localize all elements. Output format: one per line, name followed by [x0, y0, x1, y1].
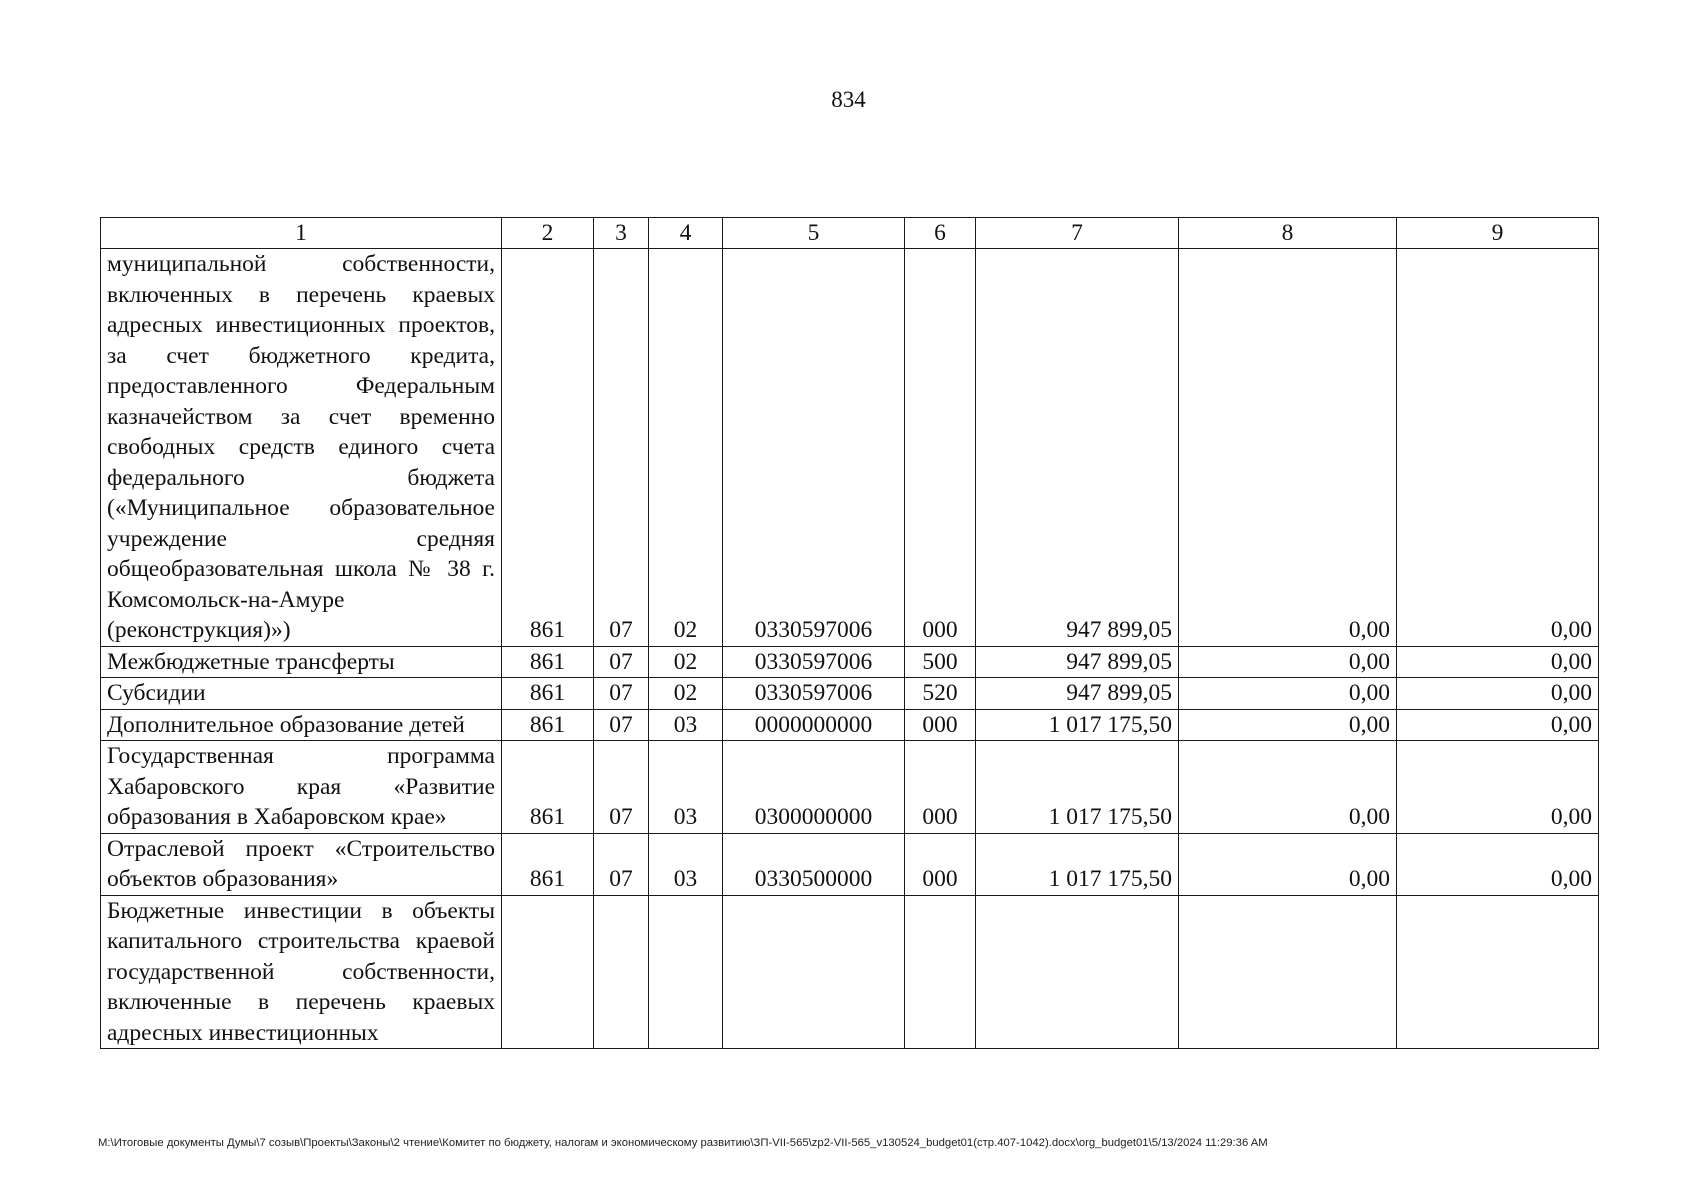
cell-expense-type: 000: [905, 741, 976, 834]
cell-expense-type: 520: [905, 678, 976, 710]
cell-amount-2: 0,00: [1179, 678, 1397, 710]
table-row: [101, 895, 1599, 1049]
cell-code: 861: [502, 709, 594, 741]
cell-subsection: 03: [649, 741, 723, 834]
cell-amount-1: 947 899,05: [976, 678, 1179, 710]
cell-amount-3: 0,00: [1397, 646, 1599, 678]
cell-section: 07: [594, 709, 649, 741]
cell-subsection: 03: [649, 833, 723, 895]
row-name: Субсидии: [101, 678, 502, 710]
cell-target-article: [723, 895, 905, 1049]
table-row: [101, 833, 1599, 895]
cell-expense-type: 500: [905, 646, 976, 678]
cell-amount-2: 0,00: [1179, 646, 1397, 678]
cell-code: 861: [502, 741, 594, 834]
cell-target-article: 0000000000: [723, 709, 905, 741]
cell-code: 861: [502, 249, 594, 647]
cell-expense-type: 000: [905, 709, 976, 741]
cell-target-article: 0300000000: [723, 741, 905, 834]
cell-code: 861: [502, 646, 594, 678]
table-row: [101, 249, 1599, 647]
budget-table: [100, 217, 1599, 1049]
cell-section: [594, 895, 649, 1049]
cell-code: 861: [502, 833, 594, 895]
cell-amount-3: 0,00: [1397, 741, 1599, 834]
cell-section: 07: [594, 741, 649, 834]
cell-amount-1: 1 017 175,50: [976, 709, 1179, 741]
column-header: 1: [101, 218, 502, 249]
row-name: Государственная программа Хабаровского края «Развитие образования в Хабаровском крае»: [101, 741, 502, 834]
cell-amount-1: 1 017 175,50: [976, 833, 1179, 895]
column-header: 4: [649, 218, 723, 249]
table-row: [101, 678, 1599, 710]
cell-amount-2: 0,00: [1179, 709, 1397, 741]
cell-subsection: [649, 895, 723, 1049]
cell-section: 07: [594, 249, 649, 647]
cell-target-article: 0330597006: [723, 646, 905, 678]
cell-target-article: 0330597006: [723, 249, 905, 647]
cell-amount-2: 0,00: [1179, 741, 1397, 834]
cell-amount-3: 0,00: [1397, 678, 1599, 710]
cell-amount-3: [1397, 895, 1599, 1049]
column-header: 2: [502, 218, 594, 249]
cell-amount-3: 0,00: [1397, 833, 1599, 895]
row-name: Отраслевой проект «Строительство объектов образования»: [101, 833, 502, 895]
cell-target-article: 0330597006: [723, 678, 905, 710]
cell-subsection: 02: [649, 678, 723, 710]
cell-section: 07: [594, 833, 649, 895]
row-name: муниципальной собственности, включенных в перечень краевых адресных инвестиционных проектов, за счет бюджетного кредита, предоставленного Федеральным казначейством за счет временно свободных средств единого счета федерального бюджета («Муниципальное образовательное учреждение средняя общеобразовательная школа № 38 г. Комсомольск-на-Амуре (реконструкция)»): [101, 249, 502, 647]
cell-subsection: 02: [649, 646, 723, 678]
row-name: Межбюджетные трансферты: [101, 646, 502, 678]
cell-amount-3: 0,00: [1397, 709, 1599, 741]
cell-subsection: 03: [649, 709, 723, 741]
column-header: 5: [723, 218, 905, 249]
cell-amount-1: [976, 895, 1179, 1049]
cell-code: 861: [502, 678, 594, 710]
cell-code: [502, 895, 594, 1049]
row-name: Бюджетные инвестиции в объекты капитального строительства краевой государственной собственности, включенные в перечень краевых адресных инвестиционных: [101, 895, 502, 1049]
table-row: [101, 646, 1599, 678]
column-header: 9: [1397, 218, 1599, 249]
column-header: 7: [976, 218, 1179, 249]
cell-amount-2: 0,00: [1179, 833, 1397, 895]
cell-amount-1: 1 017 175,50: [976, 741, 1179, 834]
page-number: 834: [831, 87, 866, 112]
cell-subsection: 02: [649, 249, 723, 647]
column-header: 6: [905, 218, 976, 249]
cell-expense-type: 000: [905, 833, 976, 895]
cell-amount-1: 947 899,05: [976, 646, 1179, 678]
cell-section: 07: [594, 678, 649, 710]
table-row: [101, 741, 1599, 834]
cell-amount-3: 0,00: [1397, 249, 1599, 647]
cell-amount-2: [1179, 895, 1397, 1049]
cell-section: 07: [594, 646, 649, 678]
cell-amount-1: 947 899,05: [976, 249, 1179, 647]
cell-target-article: 0330500000: [723, 833, 905, 895]
cell-amount-2: 0,00: [1179, 249, 1397, 647]
row-name: Дополнительное образование детей: [101, 709, 502, 741]
table-header-row: [101, 218, 1599, 249]
footer-file-path: M:\Итоговые документы Думы\7 созыв\Проекты\Законы\2 чтение\Комитет по бюджету, налогам и экономическому развитию\ЗП-VII-565\zp2-VII-565_v130524_budget01(стр.407-1042).docx\org_budget01\5/13/2024 11:29:36 AM: [98, 1137, 1268, 1149]
cell-expense-type: 000: [905, 249, 976, 647]
column-header: 8: [1179, 218, 1397, 249]
cell-expense-type: [905, 895, 976, 1049]
column-header: 3: [594, 218, 649, 249]
table-row: [101, 709, 1599, 741]
